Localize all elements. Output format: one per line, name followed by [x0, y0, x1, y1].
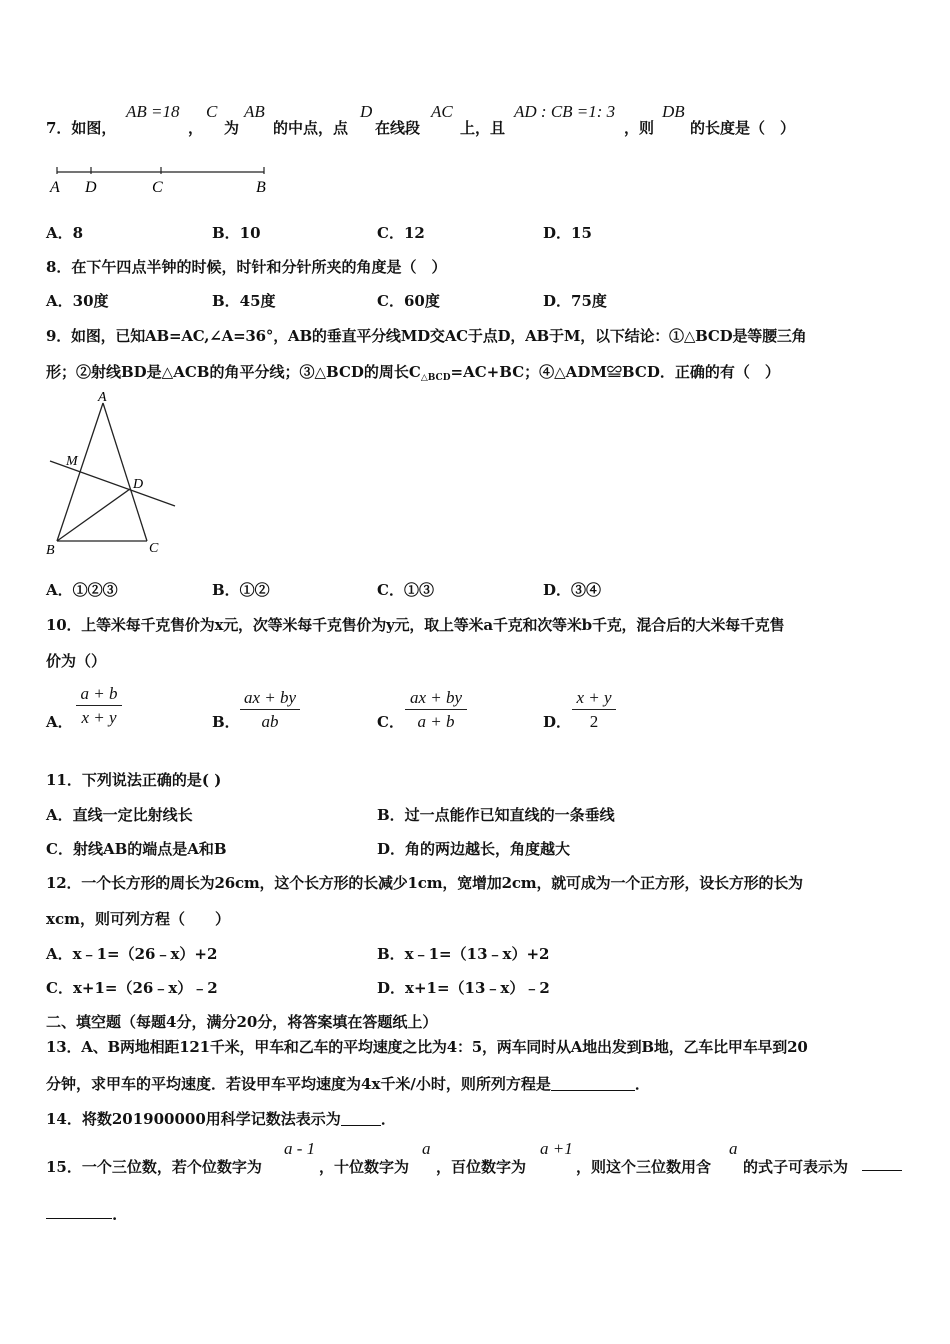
q9-side-ac [103, 403, 147, 541]
q10-line-1: 10．上等米每千克售价为x元，次等米每千克售价为y元，取上等米a千克和次等米b千克，混合后的大米每千克售 [46, 616, 785, 634]
q13-line-2-end: ． [634, 1075, 650, 1093]
q7-math-ab: AB [244, 102, 265, 121]
q9-line-2-pre: 形；②射线BD是△ACB的角平分线；③△BCD的周长C [46, 363, 421, 381]
q10-option-b-numerator: ax + by [240, 688, 300, 710]
q13-line-2-text: 分钟，求甲车的平均速度．若设甲车平均速度为4x千米/小时，则所列方程是 [46, 1075, 551, 1093]
q14-end: ． [380, 1110, 396, 1128]
q7-math-d: D [360, 102, 373, 121]
q7-segment-figure [44, 160, 284, 200]
q11-text: 11．下列说法正确的是( ) [46, 771, 222, 789]
q9-line-2-post: =AC+BC；④△ADM≌BCD．正确的有（ ） [450, 363, 780, 381]
q8-option-d[interactable]: D．75度 [543, 292, 607, 310]
q15-math-a-minus-1: a - 1 [284, 1139, 316, 1158]
q7-math-db: DB [662, 102, 685, 121]
q9-option-b[interactable]: B．①② [212, 581, 270, 599]
q10-option-a-numerator: a + b [76, 684, 122, 706]
q10-option-a-denominator: x + y [81, 708, 117, 727]
q12-line-1: 12．一个长方形的周长为26cm，这个长方形的长减少1cm，宽增加2cm，就可成为一个正方形，设长方形的长为 [46, 874, 803, 892]
q8-text: 8．在下午四点半钟的时候，时针和分针所夹的角度是（ ） [46, 258, 447, 276]
q9-line-1: 9．如图，已知AB=AC,∠A=36°，AB的垂直平分线MD交AC于点D，AB于M，以下结论：①△BCD是等腰三角 [46, 327, 807, 345]
q10-option-d-denominator: 2 [589, 712, 599, 731]
q10-line-2: 价为（） [46, 652, 107, 670]
q12-line-2: xcm，则可列方程（ ） [46, 910, 230, 928]
q9-option-c[interactable]: C．①③ [377, 581, 434, 599]
q7-text-tail: 的长度是（ ） [690, 119, 796, 137]
q9-option-d[interactable]: D．③④ [543, 581, 602, 599]
q7-comma: ， [188, 119, 204, 137]
q10-option-d-numerator: x + y [572, 688, 616, 710]
q7-option-c[interactable]: C．12 [377, 224, 425, 242]
q15-text-2: ，十位数字为 [319, 1158, 410, 1176]
q11-option-c[interactable]: C．射线AB的端点是A和B [46, 840, 227, 858]
q7-number: 7．如图， [46, 119, 117, 137]
q9-triangle-figure [40, 386, 190, 561]
q7-math-ab18: AB =18 [126, 102, 180, 121]
q13-line-2 [46, 1073, 650, 1094]
q12-option-c[interactable]: C．x+1=（26﹣x）﹣2 [46, 979, 218, 997]
q7-text-mid: 的中点，点 [273, 119, 349, 137]
q10-option-c-fraction[interactable] [405, 688, 467, 732]
q14-text: 14．将数201900000用科学记数法表示为 [46, 1110, 341, 1128]
q15-math-a: a [422, 1139, 431, 1158]
q15-math-a-plus-1: a +1 [540, 1139, 573, 1158]
q7-text-wei: 为 [224, 119, 240, 137]
q7-label-a: A [50, 179, 60, 196]
q7-option-b[interactable]: B．10 [212, 224, 261, 242]
q12-option-d[interactable]: D．x+1=（13﹣x）﹣2 [377, 979, 550, 997]
q7-math-ratio: AD : CB =1: 3 [514, 102, 616, 121]
q13-answer-blank[interactable] [551, 1076, 635, 1091]
q7-math-c: C [206, 102, 218, 121]
q12-option-b[interactable]: B．x﹣1=（13﹣x）+2 [377, 945, 550, 963]
q15-end: . [112, 1206, 118, 1224]
q15-text-3: ，百位数字为 [436, 1158, 527, 1176]
q14-line [46, 1108, 396, 1129]
q9-label-m: M [66, 454, 78, 469]
q8-option-a[interactable]: A．30度 [46, 292, 109, 310]
q7-text-shang: 上，且 [460, 119, 506, 137]
q15-text-1: 15．一个三位数，若个位数字为 [46, 1158, 262, 1176]
q15-answer-blank-1[interactable] [862, 1156, 902, 1171]
q7-option-d[interactable]: D．15 [543, 224, 592, 242]
q7-option-a[interactable]: A．8 [46, 224, 84, 242]
q15-answer-blank-2[interactable] [46, 1204, 112, 1219]
q9-option-a[interactable]: A．①②③ [46, 581, 118, 599]
q8-option-c[interactable]: C．60度 [377, 292, 440, 310]
q9-line-2-sub: △BCD [420, 373, 451, 383]
q10-option-d-label[interactable]: D． [543, 713, 572, 731]
q10-option-b-denominator: ab [261, 712, 279, 731]
q14-answer-blank[interactable] [341, 1111, 381, 1126]
section-2-heading: 二、填空题（每题4分，满分20分，将答案填在答题纸上） [46, 1013, 438, 1031]
q7-text-on-seg: 在线段 [375, 119, 421, 137]
q10-option-a-fraction[interactable] [76, 684, 122, 728]
q7-label-b: B [256, 179, 266, 196]
q8-option-b[interactable]: B．45度 [212, 292, 276, 310]
q9-label-b: B [46, 543, 55, 558]
q9-label-d: D [133, 477, 144, 492]
q10-option-d-fraction[interactable] [572, 688, 616, 732]
q9-label-c: C [149, 541, 159, 556]
q10-option-c-denominator: a + b [417, 712, 455, 731]
q10-option-c-label[interactable]: C． [377, 713, 404, 731]
q7-math-ac: AC [431, 102, 453, 121]
q15-math-a-2: a [729, 1139, 738, 1158]
q9-label-a: A [98, 390, 107, 405]
q15-text-5: 的式子可表示为 [743, 1158, 849, 1176]
q15-text-4: ，则这个三位数用含 [576, 1158, 712, 1176]
q9-line-2 [46, 361, 780, 383]
q7-text-ze: ，则 [624, 119, 655, 137]
q10-option-b-fraction[interactable] [240, 688, 300, 732]
q10-option-a-label[interactable]: A． [46, 713, 73, 731]
q11-option-a[interactable]: A．直线一定比射线长 [46, 806, 193, 824]
q10-option-c-numerator: ax + by [405, 688, 467, 710]
q11-option-d[interactable]: D．角的两边越长，角度越大 [377, 840, 571, 858]
q7-label-c: C [152, 179, 163, 196]
q10-option-b-label[interactable]: B． [212, 713, 240, 731]
q7-label-d: D [85, 179, 97, 196]
q13-line-1: 13．A、B两地相距121千米，甲车和乙车的平均速度之比为4：5，两车同时从A地出发到B地，乙车比甲车早到20 [46, 1038, 808, 1056]
q9-segment-bd [57, 489, 130, 541]
q11-option-b[interactable]: B．过一点能作已知直线的一条垂线 [377, 806, 615, 824]
q12-option-a[interactable]: A．x﹣1=（26﹣x）+2 [46, 945, 218, 963]
